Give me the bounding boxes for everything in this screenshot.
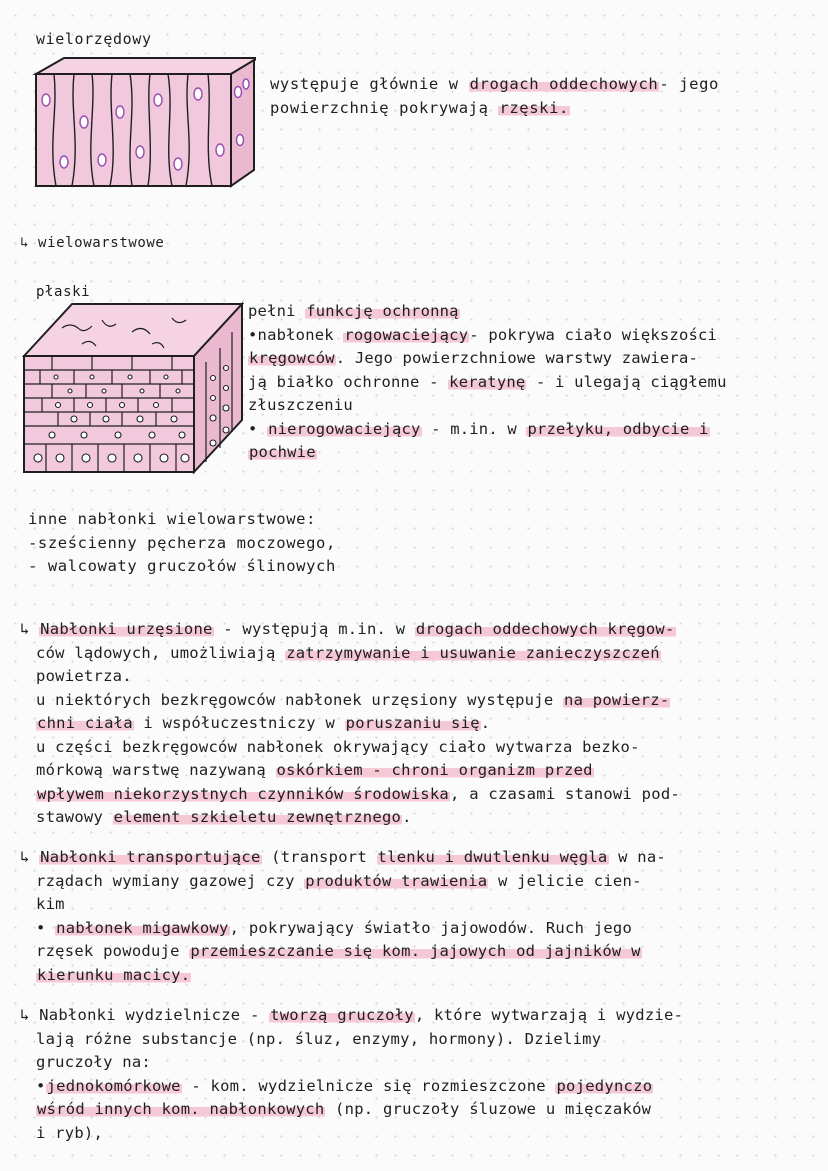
- stratified-squamous-epithelium-illustration: [22, 298, 244, 478]
- pseudostratified-epithelium-illustration: [26, 52, 256, 192]
- nablonki-wydzielnicze-section: ↳ Nabłonki wydzielnicze - tworzą gruczoły, które wytwarzają i wydzie- lają różne substancje (np. śluz, enzymy, hormony). Dzielimy gruczoły na: •jednokomórkowe - kom. wydzielnicze się rozmieszczone pojedynczo wśród innych kom. nabłonkowych (np. gruczoły śluzowe u mięczaków i ryb),: [20, 1006, 684, 1142]
- subheading-plaski: płaski: [36, 284, 91, 300]
- inne-nablonki-list: inne nabłonki wielowarstwowe: -sześcienny pęcherza moczowego, - walcowaty gruczołów ślinowych: [28, 510, 336, 575]
- nablonki-urzesione-section: ↳ Nabłonki urzęsione - występują m.in. w drogach oddechowych kręgow- ców lądowych, umożliwiają zatrzymywanie i usuwanie zanieczyszczeń powietrza. u niektórych bezkręgowców nabłonek urzęsiony występuje na powierz- chni ciała i współuczestniczy w poruszaniu się. u części bezkręgowców nabłonek okrywający ciało wytwarza bezko- mórkową warstwę nazywaną oskórkiem - chroni organizm przed wpływem niekorzystnych czynników środowiska, a czasami stanowi pod- stawowy element szkieletu zewnętrznego.: [20, 620, 680, 826]
- heading-wielowarstwowe: ↳ wielowarstwowe: [20, 235, 165, 251]
- nablonki-transportujace-section: ↳ Nabłonki transportujące (transport tlenku i dwutlenku węgla w na- rządach wymiany gazowej czy produktów trawienia w jelicie cien- kim • nabłonek migawkowy, pokrywający światło jajowodów. Ruch jego rzęsek powoduje przemieszczanie się kom. jajowych od jajników w kierunku macicy.: [20, 848, 667, 984]
- plaski-description: pełni funkcję ochronną •nabłonek rogowaciejący- pokrywa ciało większości kręgowców. Jego powierzchniowe warstwy zawiera- ją białko ochronne - keratynę - i ulegają ciągłemu złuszczeniu • nierogowaciejący - m.in. w przełyku, odbycie i pochwie: [248, 302, 727, 461]
- wielorzedowy-description: występuje głównie w drogach oddechowych- jego powierzchnię pokrywają rzęski.: [270, 75, 719, 117]
- title-wielorzedowy: wielorzędowy: [36, 30, 152, 48]
